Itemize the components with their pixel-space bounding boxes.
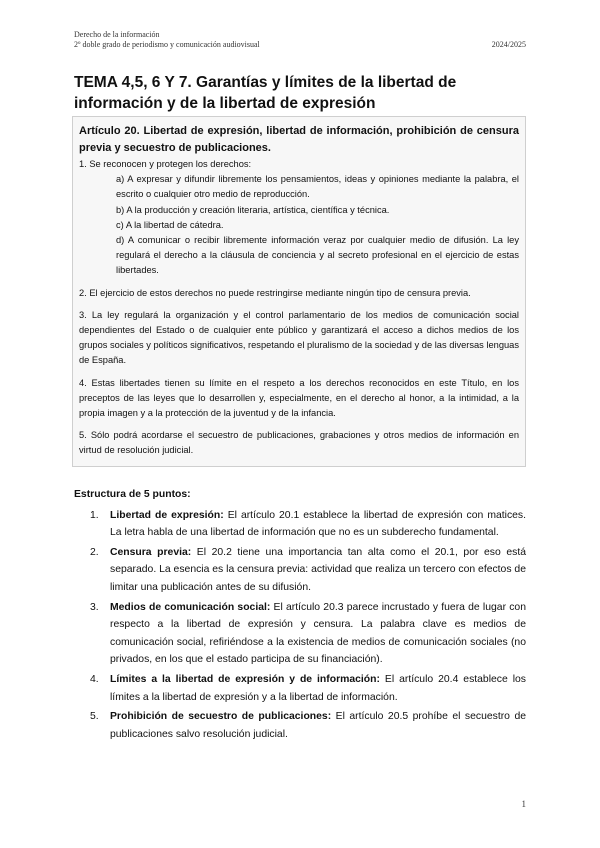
article-paragraph-2: 2. El ejercicio de estos derechos no puede restringirse mediante ningún tipo de censura previa. bbox=[79, 287, 471, 298]
article-sub-b: b) A la producción y creación literaria, artística, científica y técnica. bbox=[116, 204, 390, 215]
list-item bbox=[74, 599, 526, 669]
list-item-number: 3. bbox=[90, 601, 99, 613]
header-course: Derecho de la información bbox=[74, 30, 160, 39]
list-item-label: Medios de comunicación social: bbox=[110, 601, 271, 613]
list-item-text: El artículo 20.4 establece los límites a la libertad de expresión y a la libertad de información. bbox=[110, 673, 526, 703]
page-number: 1 bbox=[521, 799, 526, 809]
article-heading: Artículo 20. Libertad de expresión, libertad de información, prohibición de censura previa y secuestro de publicaciones. bbox=[79, 125, 519, 154]
article-paragraph-3: 3. La ley regulará la organización y el control parlamentario de los medios de comunicación social dependientes del Estado o de cualquier ente público y garantizará el acceso a dichos medios de los grupos sociales y políticos significativos, respetando el pluralismo de la sociedad y de las diversas lenguas de España. bbox=[79, 309, 519, 366]
list-item-label: Límites a la libertad de expresión y de información: bbox=[110, 673, 380, 685]
list-item-number: 4. bbox=[90, 673, 99, 685]
list-item-number: 5. bbox=[90, 711, 99, 723]
article-paragraph-5: 5. Sólo podrá acordarse el secuestro de publicaciones, grabaciones y otros medios de información en virtud de resolución judicial. bbox=[79, 430, 519, 456]
structure-heading: Estructura de 5 puntos: bbox=[74, 489, 191, 500]
page-header bbox=[74, 30, 526, 50]
list-item-number: 2. bbox=[90, 546, 99, 558]
list-item-text: El artículo 20.5 prohíbe el secuestro de publicaciones salvo resolución judicial. bbox=[110, 711, 526, 740]
list-item bbox=[74, 671, 526, 706]
list-item bbox=[74, 544, 526, 597]
structure-section bbox=[74, 486, 526, 745]
list-item bbox=[74, 708, 526, 743]
list-item-text: El 20.2 tiene una importancia tan alta como el 20.1, por eso está separado. La esencia es la censura previa: actividad que realiza un tercero con efectos de limitar una publicación antes de su difusión. bbox=[110, 546, 526, 593]
article-sub-a: a) A expresar y difundir libremente los pensamientos, ideas y opiniones mediante la palabra, el escrito o cualquier otro medio de reproducción. bbox=[116, 174, 519, 200]
article-paragraph-4: 4. Estas libertades tienen su límite en el respeto a los derechos reconocidos en este Título, en los preceptos de las leyes que lo desarrollen y, especialmente, en el derecho al honor, a la intimidad, a la propia imagen y a la protección de la juventud y de la infancia. bbox=[79, 377, 519, 419]
article-sub-d: d) A comunicar o recibir libremente información veraz por cualquier medio de difusión. La ley regulará el derecho a la cláusula de conciencia y al secreto profesional en el ejercicio de estas libertades. bbox=[116, 235, 519, 276]
list-item-number: 1. bbox=[90, 509, 99, 521]
page-title: TEMA 4,5, 6 Y 7. Garantías y límites de la libertad de información y de la libertad de expresión bbox=[74, 74, 457, 112]
list-item bbox=[74, 507, 526, 542]
list-item-label: Censura previa: bbox=[110, 546, 192, 558]
article-paragraph-1: 1. Se reconocen y protegen los derechos: bbox=[79, 159, 252, 169]
list-item-text: El artículo 20.1 establece la libertad de expresión con matices. La letra habla de una libertad de información que no es un subderecho fundamental. bbox=[110, 509, 526, 539]
list-item-text: El artículo 20.3 parece incrustado y fuera de lugar con respecto a la libertad de expresión y censura. La palabra clave es medios de comunicación social, refiriéndose a la existencia de medios de comunicación sociales (no privados, en los que el estado participa de su financiación). bbox=[110, 601, 526, 666]
list-item-label: Libertad de expresión: bbox=[110, 509, 224, 521]
list-item-label: Prohibición de secuestro de publicaciones: bbox=[110, 711, 332, 723]
header-year: 2024/2025 bbox=[491, 40, 526, 49]
article-box bbox=[72, 116, 526, 467]
structure-list bbox=[74, 507, 526, 744]
header-degree: 2º doble grado de periodismo y comunicación audiovisual bbox=[74, 40, 260, 49]
article-sub-c: c) A la libertad de cátedra. bbox=[116, 219, 224, 230]
